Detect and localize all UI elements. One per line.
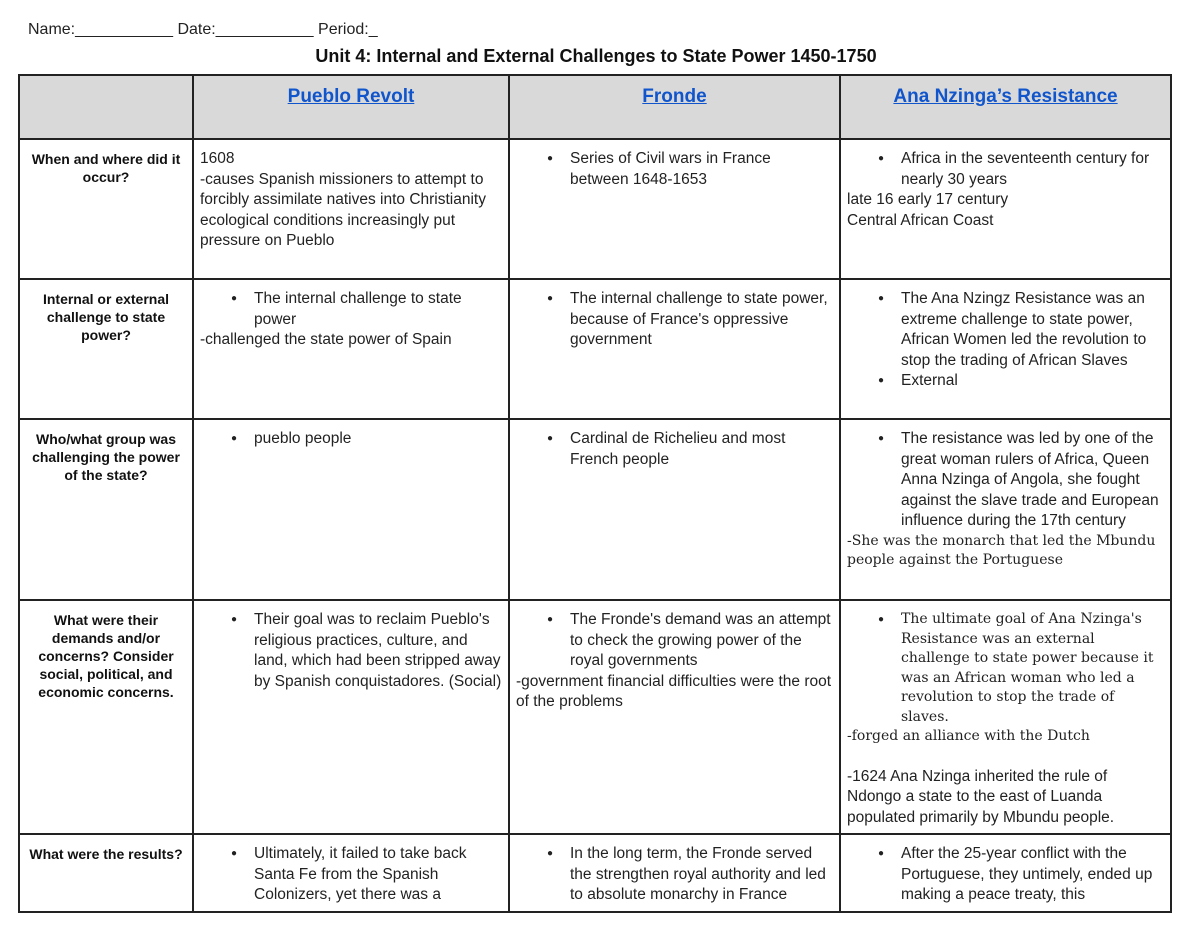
bullet-item — [847, 844, 1164, 906]
bullet-item — [516, 844, 833, 906]
comparison-table — [18, 74, 1172, 913]
text-line: Central African Coast — [847, 211, 994, 229]
row-label: Who/what group was challenging the power of the state? — [32, 431, 180, 483]
nzinga-cell — [840, 834, 1171, 912]
bullet-text: External — [901, 372, 958, 389]
bullet-item — [847, 429, 1164, 532]
bullet-text: The internal challenge to state power, because of France's oppressive government — [570, 290, 828, 348]
fronde-link[interactable]: Fronde — [642, 86, 707, 107]
fronde-cell — [509, 600, 840, 834]
bullet-item — [847, 149, 1164, 190]
bullet-item — [200, 844, 502, 906]
corner-cell — [19, 75, 193, 139]
bullet-item — [200, 429, 502, 450]
fronde-cell — [509, 139, 840, 279]
bullet-item — [847, 371, 1164, 392]
pueblo-cell — [193, 139, 509, 279]
table-row — [19, 279, 1171, 419]
row-label: What were their demands and/or concerns? Consider social, political, and economic concerns. — [38, 612, 174, 700]
bullet-icon: ● — [230, 293, 238, 304]
bullet-item — [847, 289, 1164, 371]
column-header-nzinga — [840, 75, 1171, 139]
nzinga-cell — [840, 139, 1171, 279]
row-label-cell — [19, 419, 193, 600]
bullet-text: Their goal was to reclaim Pueblo's religious practices, culture, and land, which had been stripped away by Spanish conquistadores. (Social) — [254, 611, 502, 690]
text-line: -government financial difficulties were the root of the problems — [516, 672, 832, 710]
bullet-text: The resistance was led by one of the great woman rulers of Africa, Queen Anna Nzinga of Angola, she fought against the slave trade and European influence during the 17th century — [901, 430, 1159, 529]
text-line: -She was the monarch that led the Mbundu people against the Portuguese — [847, 532, 1156, 568]
bullet-icon: ● — [546, 153, 554, 164]
text-line: -1624 Ana Nzinga inherited the rule of Ndongo a state to the east of Luanda populated primarily by Mbundu people. — [847, 767, 1115, 826]
column-header-pueblo — [193, 75, 509, 139]
bullet-text: Ultimately, it failed to take back Santa Fe from the Spanish Colonizers, yet there was a — [254, 845, 467, 903]
text-line: -challenged the state power of Spain — [200, 331, 452, 348]
text-line: -forged an alliance with the Dutch — [847, 728, 1090, 744]
nzinga-cell — [840, 279, 1171, 419]
pueblo-cell — [193, 419, 509, 600]
table-row — [19, 419, 1171, 600]
bullet-text: The Ana Nzingz Resistance was an extreme challenge to state power, African Women led the revolution to stop the trading of African Slaves — [901, 290, 1147, 369]
bullet-icon: ● — [546, 293, 554, 304]
bullet-icon: ● — [877, 293, 885, 304]
bullet-icon: ● — [546, 614, 554, 625]
bullet-icon: ● — [877, 433, 885, 444]
bullet-icon: ● — [230, 433, 238, 444]
pueblo-cell — [193, 600, 509, 834]
row-label-cell — [19, 139, 193, 279]
bullet-text: The internal challenge to state power — [254, 290, 462, 328]
bullet-icon: ● — [877, 375, 885, 386]
row-label-cell — [19, 600, 193, 834]
bullet-item — [516, 610, 833, 672]
bullet-item — [516, 289, 833, 351]
student-info-line: Name:___________ Date:___________ Period:_ — [28, 21, 378, 38]
table-row — [19, 600, 1171, 834]
ana-nzinga-link[interactable]: Ana Nzinga’s Resistance — [893, 86, 1118, 107]
bullet-text: Africa in the seventeenth century for nearly 30 years — [901, 150, 1150, 188]
document-title: Unit 4: Internal and External Challenges to State Power 1450-1750 — [315, 46, 877, 66]
nzinga-cell — [840, 600, 1171, 834]
row-label: When and where did it occur? — [31, 151, 181, 185]
row-label-cell — [19, 834, 193, 912]
bullet-item — [200, 289, 502, 330]
column-header-fronde — [509, 75, 840, 139]
row-label-cell — [19, 279, 193, 419]
header-row — [19, 75, 1171, 139]
bullet-item — [847, 610, 1164, 727]
table-row — [19, 834, 1171, 912]
bullet-text: In the long term, the Fronde served the strengthen royal authority and led to absolute monarchy in France — [570, 845, 826, 903]
bullet-icon: ● — [230, 848, 238, 859]
bullet-text: Cardinal de Richelieu and most French people — [570, 430, 786, 468]
bullet-text: pueblo people — [254, 430, 352, 447]
table-row — [19, 139, 1171, 279]
pueblo-revolt-link[interactable]: Pueblo Revolt — [287, 86, 415, 107]
bullet-item — [516, 149, 833, 190]
text-line: 1608 — [200, 150, 235, 167]
row-label: Internal or external challenge to state power? — [42, 291, 170, 343]
fronde-cell — [509, 834, 840, 912]
bullet-icon: ● — [877, 614, 885, 625]
bullet-item — [200, 610, 502, 692]
bullet-item — [516, 429, 833, 470]
pueblo-cell — [193, 279, 509, 419]
bullet-icon: ● — [877, 848, 885, 859]
bullet-icon: ● — [546, 848, 554, 859]
pueblo-cell — [193, 834, 509, 912]
text-line: late 16 early 17 century — [847, 191, 1009, 208]
bullet-text: After the 25-year conflict with the Portuguese, they untimely, ended up making a peace treaty, this — [901, 845, 1153, 903]
bullet-icon: ● — [546, 433, 554, 444]
row-label: What were the results? — [29, 846, 183, 862]
bullet-text: The Fronde's demand was an attempt to check the growing power of the royal governments — [570, 611, 831, 669]
text-line: -causes Spanish missioners to attempt to forcibly assimilate natives into Christianity ecological conditions increasingly put pressure on Pueblo — [200, 170, 486, 249]
bullet-text: Series of Civil wars in France between 1648-1653 — [570, 150, 771, 188]
bullet-icon: ● — [230, 614, 238, 625]
nzinga-cell — [840, 419, 1171, 600]
fronde-cell — [509, 279, 840, 419]
fronde-cell — [509, 419, 840, 600]
bullet-icon: ● — [877, 153, 885, 164]
bullet-text: The ultimate goal of Ana Nzinga's Resistance was an external challenge to state power because it was an African woman who led a revolution to stop the trade of slaves. — [901, 611, 1154, 725]
